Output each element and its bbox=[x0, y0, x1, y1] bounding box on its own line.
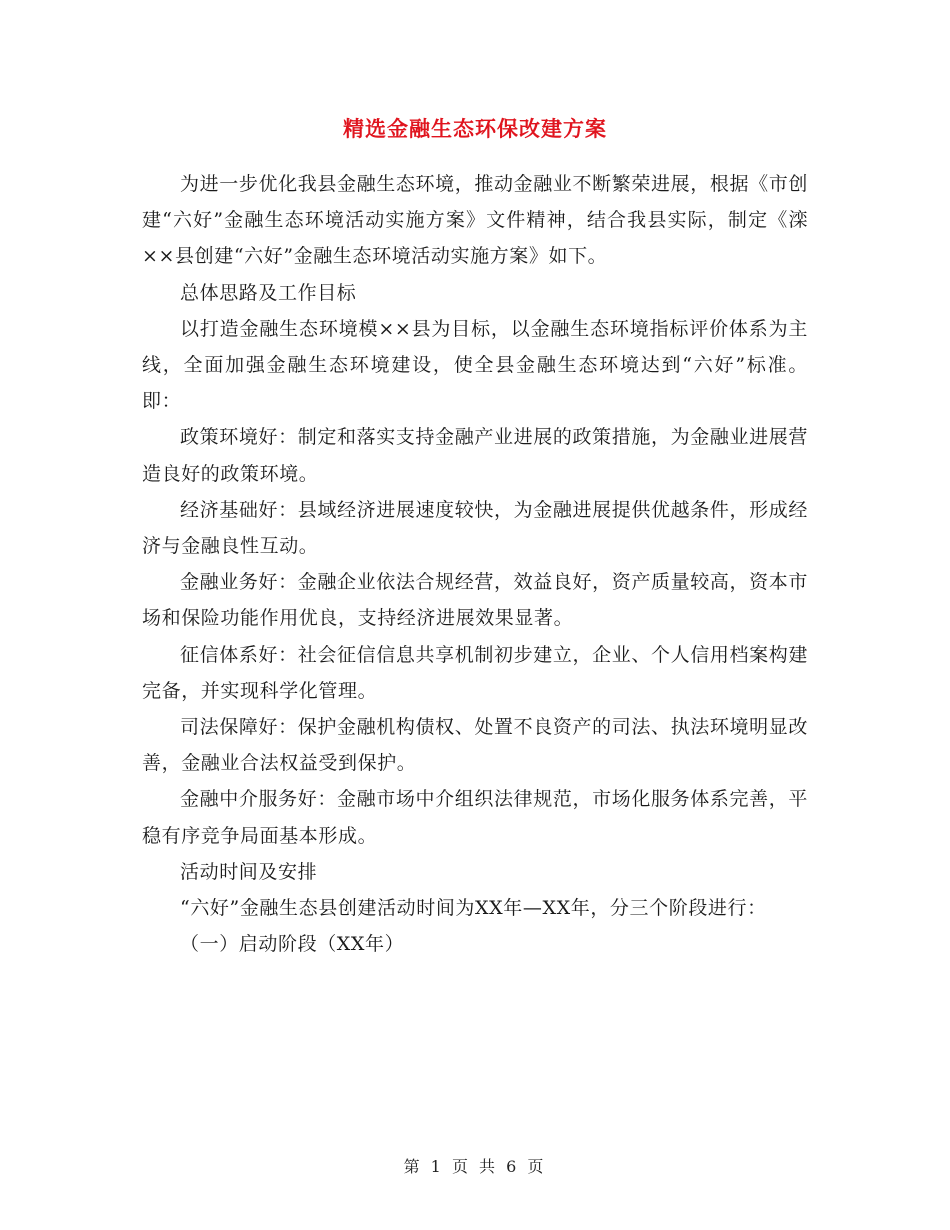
paragraph-economic-foundation: 经济基础好：县域经济进展速度较快，为金融进展提供优越条件，形成经济与金融良性互动。 bbox=[142, 498, 808, 558]
document-body bbox=[142, 166, 808, 962]
document-title: 精选金融生态环保改建方案 bbox=[343, 116, 607, 141]
paragraph-goal: 以打造金融生态环境模××县为目标，以金融生态环境指标评价体系为主线，全面加强金融生态环境建设，使全县金融生态环境达到“六好”标准。即： bbox=[142, 317, 808, 413]
page-indicator: 第 1 页 共 6 页 bbox=[403, 1157, 547, 1176]
section-heading-schedule: 活动时间及安排 bbox=[180, 860, 318, 883]
paragraph-intermediary-services: 金融中介服务好：金融市场中介组织法律规范，市场化服务体系完善，平稳有序竞争局面基本形成。 bbox=[142, 788, 808, 847]
paragraph-credit-system: 征信体系好：社会征信信息共享机制初步建立，企业、个人信用档案构建完备，并实现科学化管理。 bbox=[142, 643, 808, 702]
paragraph-judicial-protection: 司法保障好：保护金融机构债权、处置不良资产的司法、执法环境明显改善，金融业合法权益受到保护。 bbox=[142, 716, 808, 775]
paragraph-schedule: “六好”金融生态县创建活动时间为XX年—XX年，分三个阶段进行： bbox=[180, 897, 767, 920]
paragraph-policy-environment: 政策环境好：制定和落实支持金融产业进展的政策措施，为金融业进展营造良好的政策环境。 bbox=[142, 426, 808, 485]
paragraph-financial-business: 金融业务好：金融企业依法合规经营，效益良好，资产质量较高，资本市场和保险功能作用优良，支持经济进展效果显著。 bbox=[142, 571, 808, 630]
paragraph-phase-one: （一）启动阶段（XX年） bbox=[180, 933, 405, 956]
paragraph-intro: 为进一步优化我县金融生态环境，推动金融业不断繁荣进展，根据《市创建“六好”金融生态环境活动实施方案》文件精神，结合我县实际，制定《滦××县创建“六好”金融生态环境活动实施方案》如下。 bbox=[142, 173, 808, 268]
section-heading-overall-goals: 总体思路及工作目标 bbox=[180, 281, 357, 304]
